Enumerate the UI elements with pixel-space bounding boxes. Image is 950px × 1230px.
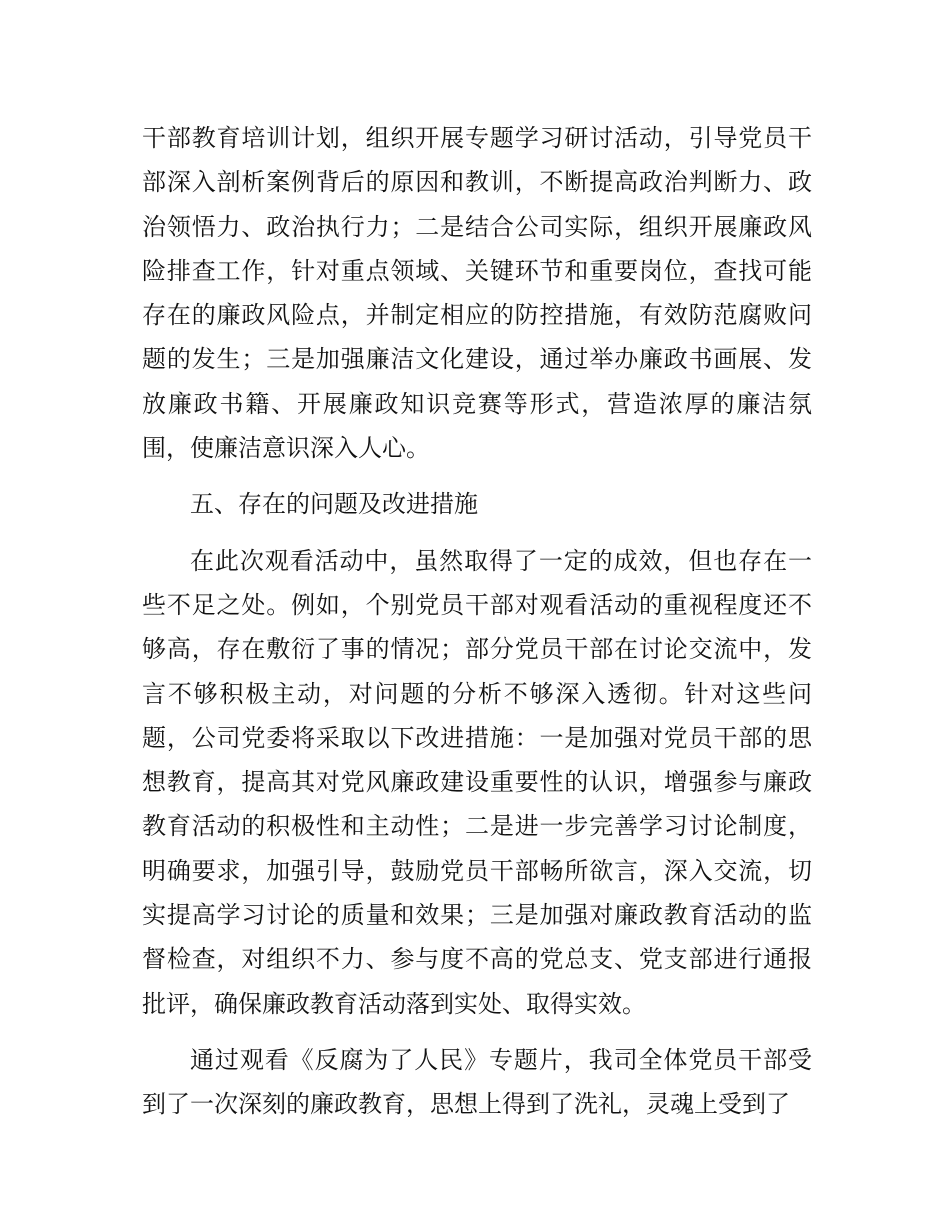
- paragraph-conclusion: 通过观看《反腐为了人民》专题片，我司全体党员干部受到了一次深刻的廉政教育，思想上得到了洗礼，灵魂上受到了: [142, 1045, 812, 1119]
- paragraph-problems-improvements: 在此次观看活动中，虽然取得了一定的成效，但也存在一些不足之处。例如，个别党员干部对观看活动的重视程度还不够高，存在敷衍了事的情况；部分党员干部在讨论交流中，发言不够积极主动，对问题的分析不够深入透彻。针对这些问题，公司党委将采取以下改进措施：一是加强对党员干部的思想教育，提高其对党风廉政建设重要性的认识，增强参与廉政教育活动的积极性和主动性；二是进一步完善学习讨论制度，明确要求，加强引导，鼓励党员干部畅所欲言，深入交流，切实提高学习讨论的质量和效果；三是加强对廉政教育活动的监督检查，对组织不力、参与度不高的党总支、党支部进行通报批评，确保廉政教育活动落到实处、取得实效。: [142, 546, 812, 1018]
- section-heading-problems: 五、存在的问题及改进措施: [190, 490, 478, 519]
- paragraph-discipline-measures: 干部教育培训计划，组织开展专题学习研讨活动，引导党员干部深入剖析案例背后的原因和教训，不断提高政治判断力、政治领悟力、政治执行力；二是结合公司实际，组织开展廉政风险排查工作，针对重点领域、关键环节和重要岗位，查找可能存在的廉政风险点，并制定相应的防控措施，有效防范腐败问题的发生；三是加强廉洁文化建设，通过举办廉政书画展、发放廉政书籍、开展廉政知识竞赛等形式，营造浓厚的廉洁氛围，使廉洁意识深入人心。: [142, 124, 812, 463]
- document-body: [142, 116, 812, 1127]
